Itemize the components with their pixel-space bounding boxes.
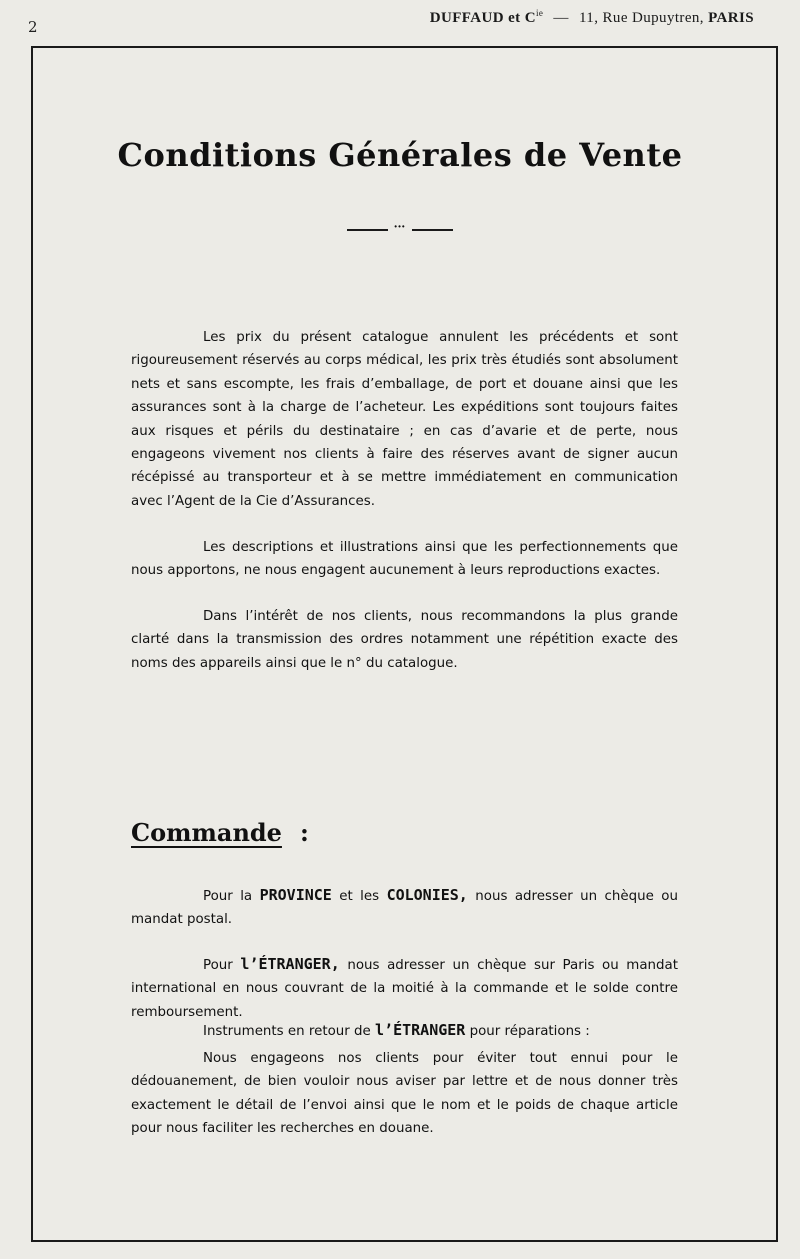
province-text-after: nous adresser un chèque ou mandat postal. xyxy=(131,889,678,928)
commande-etranger-paragraph xyxy=(131,953,678,1024)
header-address: 11, Rue Dupuytren, xyxy=(578,10,704,26)
conditions-paragraph-3: Dans l’intérêt de nos clients, nous recommandons la plus grande clarté dans la transmission des ordres notamment une répétition exacte des noms des appareils ainsi que le n° du catalogue. xyxy=(131,609,678,671)
running-header xyxy=(430,8,754,27)
commande-heading-colon: : xyxy=(299,818,309,847)
commande-heading xyxy=(131,818,309,847)
province-text-before: Pour la xyxy=(203,889,260,904)
page-title: Conditions Générales de Vente xyxy=(117,136,683,174)
title-ornament-dots: ••• xyxy=(388,222,412,232)
retour-text-before: Instruments en retour de xyxy=(203,1024,376,1039)
company-suffix: ie xyxy=(535,8,544,18)
commande-douane-paragraph: Nous engageons nos clients pour éviter tout ennui pour le dédouanement, de bien vouloir nous aviser par lettre et de nous donner très exactement le détail de l’envoi ainsi que le nom et le poids de chaque article pour nous faciliter les recherches en douane. xyxy=(131,1051,678,1137)
etranger-emphasis: l’ÉTRANGER, xyxy=(240,955,340,973)
company-name: DUFFAUD et C xyxy=(429,10,536,26)
province-emphasis: PROVINCE xyxy=(259,886,332,904)
commande-heading-text: Commande xyxy=(131,818,282,847)
colonies-emphasis: COLONIES, xyxy=(386,886,468,904)
province-text-mid: et les xyxy=(331,889,387,904)
commande-retour-line xyxy=(131,1019,678,1043)
conditions-paragraph-2: Les descriptions et illustrations ainsi que les perfectionnements que nous apportons, ne nous engagent aucunement à leurs reproductions exactes. xyxy=(131,540,678,579)
header-city: PARIS xyxy=(708,10,754,26)
etranger-text-before: Pour xyxy=(203,958,241,973)
page-number: 2 xyxy=(28,18,38,36)
retour-text-after: pour réparations : xyxy=(465,1024,590,1039)
retour-emphasis: l’ÉTRANGER xyxy=(375,1021,466,1039)
etranger-text-after: nous adresser un chèque sur Paris ou mandat international en nous couvrant de la moitié à la commande et le solde contre remboursement. xyxy=(131,958,678,1020)
header-separator: — xyxy=(553,10,569,26)
commande-province-paragraph xyxy=(131,884,678,932)
conditions-paragraph-1: Les prix du présent catalogue annulent les précédents et sont rigoureusement réservés au corps médical, les prix très étudiés sont absolument nets et sans escompte, les frais d’emballage, de port et douane ainsi que les assurances sont à la charge de l’acheteur. Les expéditions sont toujours faites aux risques et périls du destinataire ; en cas d’avarie et de perte, nous engageons vivement nos clients à faire des réserves avant de signer aucun récépissé au transporteur et à se mettre immédiatement en communication avec l’Agent de la Cie d’Assurances. xyxy=(131,330,678,509)
